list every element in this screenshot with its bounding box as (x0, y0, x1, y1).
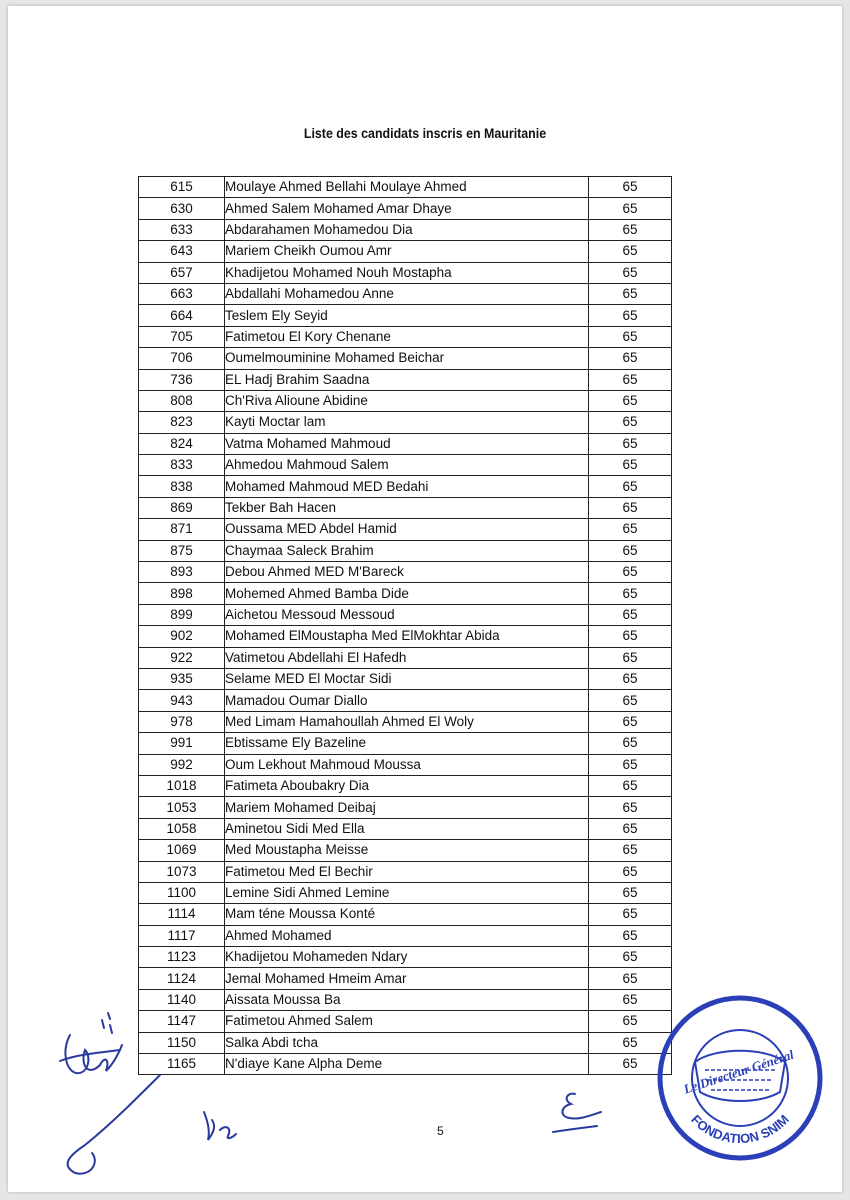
candidate-name: Abdallahi Mohamedou Anne (225, 283, 589, 304)
candidate-number: 978 (139, 711, 225, 732)
table-row (139, 925, 672, 946)
table-row (139, 904, 672, 925)
table-row (139, 882, 672, 903)
candidate-number: 824 (139, 433, 225, 454)
table-row (139, 305, 672, 326)
candidate-number: 1117 (139, 925, 225, 946)
candidate-name: Aichetou Messoud Messoud (225, 604, 589, 625)
candidate-name: Chaymaa Saleck Brahim (225, 540, 589, 561)
candidate-score: 65 (589, 861, 672, 882)
candidate-number: 838 (139, 476, 225, 497)
table-row (139, 455, 672, 476)
candidate-score: 65 (589, 283, 672, 304)
stamp-title-text: Le Directeur Général (681, 1046, 796, 1097)
candidate-name: Abdarahamen Mohamedou Dia (225, 219, 589, 240)
candidate-name: Aissata Moussa Ba (225, 989, 589, 1010)
candidate-number: 705 (139, 326, 225, 347)
table-row (139, 1054, 672, 1075)
candidate-name: Oumelmouminine Mohamed Beichar (225, 348, 589, 369)
candidate-number: 869 (139, 497, 225, 518)
candidate-number: 615 (139, 177, 225, 198)
candidate-name: Moulaye Ahmed Bellahi Moulaye Ahmed (225, 177, 589, 198)
candidate-number: 1114 (139, 904, 225, 925)
table-row (139, 647, 672, 668)
candidate-score: 65 (589, 241, 672, 262)
candidate-score: 65 (589, 989, 672, 1010)
table-row (139, 562, 672, 583)
candidate-score: 65 (589, 390, 672, 411)
table-row (139, 668, 672, 689)
table-row (139, 861, 672, 882)
candidate-score: 65 (589, 1011, 672, 1032)
candidate-name: Mamadou Oumar Diallo (225, 690, 589, 711)
table-row (139, 348, 672, 369)
candidate-number: 657 (139, 262, 225, 283)
table-row (139, 989, 672, 1010)
table-row (139, 840, 672, 861)
candidate-score: 65 (589, 840, 672, 861)
candidate-score: 65 (589, 1032, 672, 1053)
table-row (139, 219, 672, 240)
candidate-name: Teslem Ely Seyid (225, 305, 589, 326)
table-row (139, 497, 672, 518)
table-row (139, 626, 672, 647)
candidate-name: Ahmed Mohamed (225, 925, 589, 946)
candidate-score: 65 (589, 626, 672, 647)
table-row (139, 797, 672, 818)
candidate-score: 65 (589, 497, 672, 518)
candidate-name: EL Hadj Brahim Saadna (225, 369, 589, 390)
candidate-score: 65 (589, 754, 672, 775)
candidate-name: Ahmed Salem Mohamed Amar Dhaye (225, 198, 589, 219)
candidate-score: 65 (589, 348, 672, 369)
candidate-score: 65 (589, 947, 672, 968)
table-row (139, 241, 672, 262)
candidate-number: 1100 (139, 882, 225, 903)
candidate-name: Khadijetou Mohamed Nouh Mostapha (225, 262, 589, 283)
candidate-name: Selame MED El Moctar Sidi (225, 668, 589, 689)
candidate-score: 65 (589, 1054, 672, 1075)
candidate-name: Kayti Moctar lam (225, 412, 589, 433)
candidate-score: 65 (589, 711, 672, 732)
candidate-number: 899 (139, 604, 225, 625)
page-number: 5 (437, 1124, 444, 1138)
candidate-name: N'diaye Kane Alpha Deme (225, 1054, 589, 1075)
candidate-name: Fatimetou Med El Bechir (225, 861, 589, 882)
table-row (139, 711, 672, 732)
table-row (139, 818, 672, 839)
candidate-score: 65 (589, 562, 672, 583)
candidate-name: Mariem Cheikh Oumou Amr (225, 241, 589, 262)
candidate-name: Fatimeta Aboubakry Dia (225, 775, 589, 796)
candidate-score: 65 (589, 968, 672, 989)
table-row (139, 390, 672, 411)
candidate-number: 1150 (139, 1032, 225, 1053)
candidate-score: 65 (589, 882, 672, 903)
candidate-name: Fatimetou El Kory Chenane (225, 326, 589, 347)
candidate-number: 922 (139, 647, 225, 668)
table-row (139, 198, 672, 219)
candidate-name: Ch'Riva Alioune Abidine (225, 390, 589, 411)
candidate-score: 65 (589, 433, 672, 454)
candidate-name: Khadijetou Mohameden Ndary (225, 947, 589, 968)
candidate-score: 65 (589, 668, 672, 689)
table-row (139, 540, 672, 561)
candidate-score: 65 (589, 690, 672, 711)
candidate-score: 65 (589, 455, 672, 476)
candidate-score: 65 (589, 583, 672, 604)
stamp-ring-text: FONDATION SNIM (688, 1111, 792, 1147)
table-row (139, 433, 672, 454)
candidate-name: Med Moustapha Meisse (225, 840, 589, 861)
candidate-name: Oussama MED Abdel Hamid (225, 519, 589, 540)
candidate-score: 65 (589, 412, 672, 433)
candidate-number: 736 (139, 369, 225, 390)
table-row (139, 177, 672, 198)
candidate-number: 1053 (139, 797, 225, 818)
candidate-name: Mohemed Ahmed Bamba Dide (225, 583, 589, 604)
candidate-name: Mohamed Mahmoud MED Bedahi (225, 476, 589, 497)
table-row (139, 947, 672, 968)
candidate-name: Jemal Mohamed Hmeim Amar (225, 968, 589, 989)
candidate-score: 65 (589, 326, 672, 347)
table-row (139, 690, 672, 711)
candidate-number: 992 (139, 754, 225, 775)
table-row (139, 583, 672, 604)
table-row (139, 733, 672, 754)
candidate-score: 65 (589, 369, 672, 390)
candidate-score: 65 (589, 262, 672, 283)
candidate-score: 65 (589, 519, 672, 540)
candidate-name: Mam téne Moussa Konté (225, 904, 589, 925)
candidate-score: 65 (589, 775, 672, 796)
candidate-score: 65 (589, 540, 672, 561)
candidate-number: 1165 (139, 1054, 225, 1075)
candidate-number: 823 (139, 412, 225, 433)
candidate-number: 943 (139, 690, 225, 711)
table-row (139, 754, 672, 775)
signature-middle-icon (200, 1108, 240, 1144)
candidate-number: 833 (139, 455, 225, 476)
table-row (139, 412, 672, 433)
candidate-number: 630 (139, 198, 225, 219)
candidate-name: Ebtissame Ely Bazeline (225, 733, 589, 754)
table-row (139, 1032, 672, 1053)
candidate-score: 65 (589, 476, 672, 497)
candidate-name: Fatimetou Ahmed Salem (225, 1011, 589, 1032)
table-row (139, 283, 672, 304)
candidate-name: Vatma Mohamed Mahmoud (225, 433, 589, 454)
candidate-number: 663 (139, 283, 225, 304)
table-row (139, 476, 672, 497)
candidate-score: 65 (589, 925, 672, 946)
candidate-number: 633 (139, 219, 225, 240)
candidate-score: 65 (589, 219, 672, 240)
candidate-number: 706 (139, 348, 225, 369)
candidate-name: Mohamed ElMoustapha Med ElMokhtar Abida (225, 626, 589, 647)
candidate-number: 898 (139, 583, 225, 604)
candidate-number: 875 (139, 540, 225, 561)
table-row (139, 326, 672, 347)
candidate-score: 65 (589, 904, 672, 925)
candidate-number: 935 (139, 668, 225, 689)
candidate-score: 65 (589, 733, 672, 754)
candidate-score: 65 (589, 604, 672, 625)
candidate-score: 65 (589, 647, 672, 668)
candidate-name: Ahmedou Mahmoud Salem (225, 455, 589, 476)
candidate-name: Lemine Sidi Ahmed Lemine (225, 882, 589, 903)
signature-right-icon (545, 1088, 605, 1138)
candidate-number: 808 (139, 390, 225, 411)
candidate-number: 871 (139, 519, 225, 540)
candidate-number: 1124 (139, 968, 225, 989)
candidate-score: 65 (589, 198, 672, 219)
table-row (139, 262, 672, 283)
candidate-name: Oum Lekhout Mahmoud Moussa (225, 754, 589, 775)
signature-left-icon (40, 995, 170, 1180)
candidate-number: 1123 (139, 947, 225, 968)
page-title: Liste des candidats inscris en Mauritanie (303, 126, 547, 141)
table-row (139, 1011, 672, 1032)
candidate-number: 664 (139, 305, 225, 326)
table-row (139, 968, 672, 989)
candidates-table (138, 176, 672, 1075)
table-row (139, 604, 672, 625)
candidate-name: Aminetou Sidi Med Ella (225, 818, 589, 839)
table-row (139, 369, 672, 390)
candidate-number: 902 (139, 626, 225, 647)
candidate-number: 1069 (139, 840, 225, 861)
stamp-icon (655, 992, 825, 1164)
candidate-number: 643 (139, 241, 225, 262)
candidate-name: Med Limam Hamahoullah Ahmed El Woly (225, 711, 589, 732)
candidate-name: Debou Ahmed MED M'Bareck (225, 562, 589, 583)
table-row (139, 775, 672, 796)
candidate-score: 65 (589, 797, 672, 818)
candidate-number: 893 (139, 562, 225, 583)
candidate-score: 65 (589, 818, 672, 839)
candidate-score: 65 (589, 305, 672, 326)
candidate-number: 1140 (139, 989, 225, 1010)
candidate-name: Mariem Mohamed Deibaj (225, 797, 589, 818)
candidate-number: 1018 (139, 775, 225, 796)
candidate-score: 65 (589, 177, 672, 198)
candidate-name: Vatimetou Abdellahi El Hafedh (225, 647, 589, 668)
candidate-number: 1058 (139, 818, 225, 839)
candidate-number: 991 (139, 733, 225, 754)
candidate-number: 1147 (139, 1011, 225, 1032)
candidate-number: 1073 (139, 861, 225, 882)
table-row (139, 519, 672, 540)
candidate-name: Tekber Bah Hacen (225, 497, 589, 518)
candidate-name: Salka Abdi tcha (225, 1032, 589, 1053)
